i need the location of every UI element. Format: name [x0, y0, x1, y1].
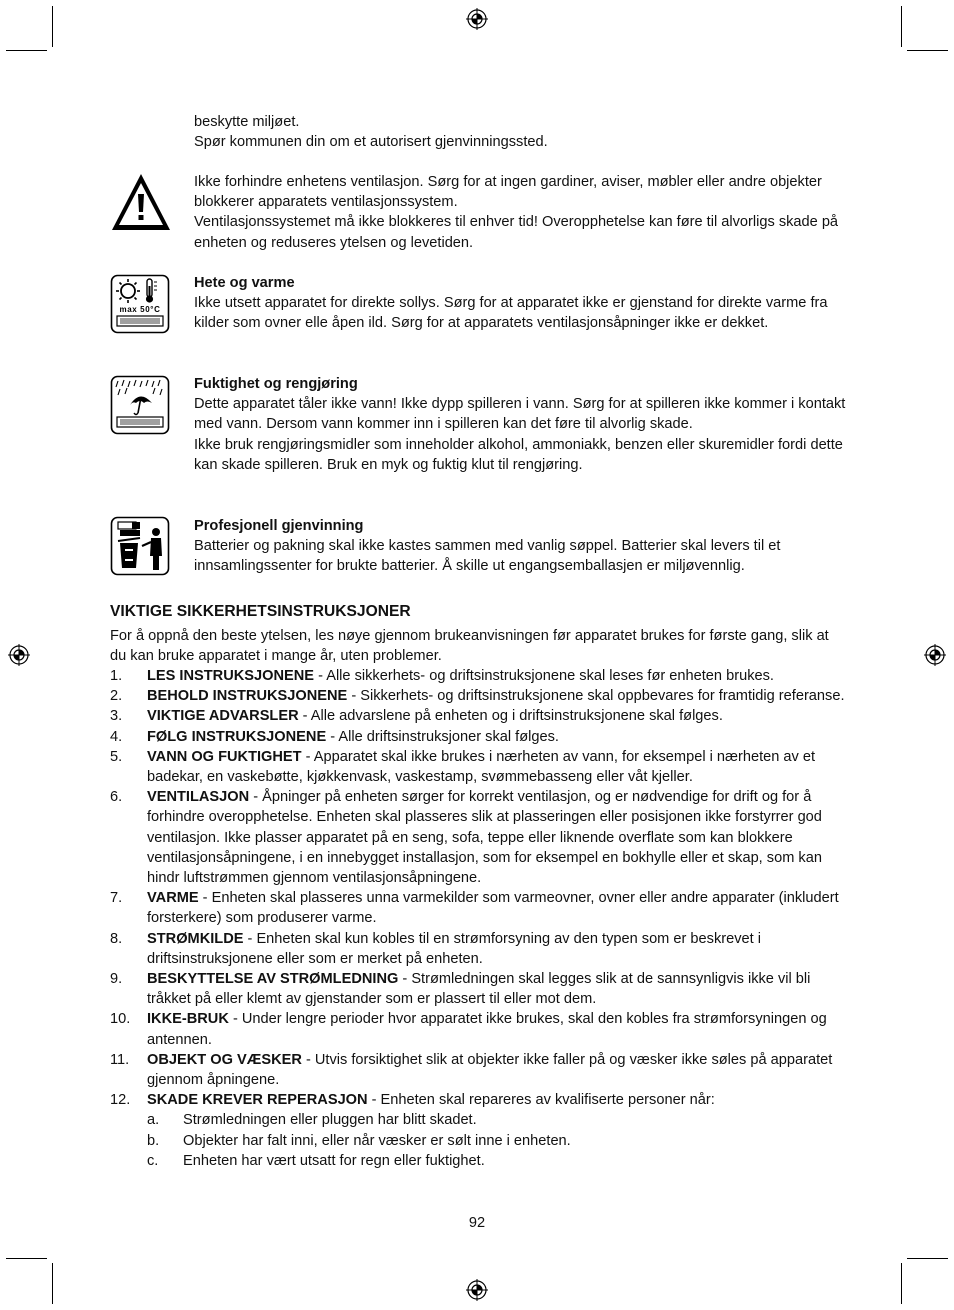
list-item-title: BEHOLD INSTRUKSJONENE [147, 688, 348, 705]
section-title: Hete og varme [194, 275, 295, 291]
crop-mark [52, 6, 53, 47]
list-item-text: - Under lengre perioder hvor apparatet ikke brukes, skal den kobles fra strømforsyningen og antennen. [147, 1011, 827, 1048]
registration-mark-icon [8, 644, 30, 666]
sub-list-letter: c. [147, 1152, 159, 1169]
list-number: 8. [110, 930, 123, 947]
list-number: 5. [110, 748, 123, 765]
sub-list-item [147, 1131, 845, 1151]
crop-mark [52, 1263, 53, 1304]
list-item-title: SKADE KREVER REPERASJON [147, 1092, 368, 1109]
page-number: 92 [468, 1215, 486, 1231]
list-number: 1. [110, 668, 123, 684]
heat-sun-thermometer-icon [110, 274, 170, 334]
section-title: Fuktighet og rengjøring [194, 376, 358, 392]
list-number: 10. [110, 1011, 131, 1028]
list-item-title: VIKTIGE ADVARSLER [147, 708, 299, 725]
sub-list-text: Enheten har vært utsatt for regn eller fuktighet. [183, 1152, 485, 1169]
list-number: 9. [110, 971, 123, 988]
list-number: 3. [110, 708, 123, 725]
list-item-text: - Åpninger på enheten sørger for korrekt ventilasjon, og er nødvendige for drift og for å forhindre overopphetelse. Enheten skal plasseres slik at plasseringen eller posisjonen ikke forstyrrer god ventilasjon. Ikke plasser apparatet på en seng, sofa, teppe eller liknende overflate som kan blokkere ventilasjonsåpningene, i en innebygget installasjon, som for eksempel en bokhylle eller et skap, som kan hindr luftstrømmen gjennom ventilasjonsåpningene. [147, 789, 822, 887]
list-item [110, 787, 845, 888]
crop-mark [6, 50, 47, 51]
list-item-text: - Alle sikkerhets- og driftsinstruksjonene skal leses før enheten brukes. [314, 668, 774, 684]
list-item-title: IKKE-BRUK [147, 1011, 229, 1028]
crop-mark [907, 50, 948, 51]
list-item [110, 686, 845, 706]
list-number: 7. [110, 890, 123, 907]
warning-triangle-icon [110, 172, 172, 232]
sub-list [110, 1110, 845, 1171]
list-item-title: BESKYTTELSE AV STRØMLEDNING [147, 971, 399, 988]
list-item-text: - Sikkerhets- og driftsinstruksjonene skal oppbevares for framtidig referanse. [347, 688, 845, 705]
list-item [110, 929, 845, 969]
list-item-text: - Strømledningen skal legges slik at de sannsynligvis ikke vil bli tråkket på eller klemt av gjenstander som er plassert til eller mot dem. [147, 971, 811, 1008]
crop-mark [901, 6, 902, 47]
list-item [110, 706, 845, 726]
safety-intro: For å oppnå den beste ytelsen, les nøye gjennom brukeanvisningen før apparatet brukes for første gang, slik at du kan bruke apparatet i mange år, uten problemer. [110, 628, 829, 665]
list-number: 12. [110, 1092, 131, 1109]
sub-list-text: Objekter har falt inni, eller når væsker er sølt inne i enheten. [183, 1132, 571, 1149]
sub-list-item [147, 1110, 845, 1130]
recycling-section [194, 516, 854, 577]
recycling-bin-person-icon [110, 516, 170, 576]
rain-umbrella-icon [110, 375, 170, 435]
registration-mark-icon [924, 644, 946, 666]
list-number: 2. [110, 688, 123, 705]
list-item [110, 1009, 845, 1049]
list-item [110, 747, 845, 787]
list-item-title: LES INSTRUKSJONENE [147, 668, 315, 684]
list-item-title: STRØMKILDE [147, 930, 244, 947]
list-item [110, 888, 845, 928]
text-line: Spør kommunen din om et autorisert gjenvinningssted. [194, 134, 548, 151]
heat-section [194, 273, 854, 334]
list-item-title: VARME [147, 890, 199, 907]
section-title: Profesjonell gjenvinning [194, 518, 364, 534]
list-item [110, 969, 845, 1009]
section-heading: VIKTIGE SIKKERHETSINSTRUKSJONER [110, 603, 411, 620]
list-number: 6. [110, 789, 123, 806]
moisture-text: Ikke bruk rengjøringsmidler som inneholder alkohol, ammoniakk, benzen eller skuremidler fordi dette kan skade spilleren. Bruk en myk og fuktig klut til rengjøring. [194, 436, 843, 473]
list-item-text: - Enheten skal plasseres unna varmekilder som varmeovner, ovner eller andre apparater (inkludert forsterkere) som produserer varme. [147, 890, 839, 927]
list-item [110, 666, 845, 686]
safety-instructions-list [110, 666, 845, 1171]
list-item-title: FØLG INSTRUKSJONENE [147, 728, 327, 745]
heat-text: Ikke utsett apparatet for direkte sollys. Sørg for at apparatet ikke er gjenstand for direkte varme fra kilder som ovner elle åpen ild. Sørg for at apparatets ventilasjonsåpninger ikke er dekket. [194, 295, 828, 332]
list-item-text: - Apparatet skal ikke brukes i nærheten av vann, for eksempel i nærheten av et badekar, en vaskebøtte, kjøkkenvask, vaskestamp, svømmebasseng eller våt kjeller. [147, 748, 816, 786]
recycling-text: Batterier og pakning skal ikke kastes sammen med vanlig søppel. Batterier skal levers til et innsamlingssenter for brukte batterier. Å skille ut engangsemballasjen er miljøvennlig. [194, 538, 781, 575]
list-item [110, 727, 845, 747]
list-item-text: - Alle advarslene på enheten og i driftsinstruksjonene skal følges. [298, 708, 723, 725]
sub-list-letter: a. [147, 1112, 160, 1129]
registration-mark-icon [466, 8, 488, 30]
list-number: 11. [110, 1051, 130, 1068]
icon-label: max 50°C [119, 305, 161, 314]
list-item-text: - Alle driftsinstruksjoner skal følges. [326, 728, 559, 745]
moisture-text: Dette apparatet tåler ikke vann! Ikke dypp spilleren i vann. Sørg for at spilleren ikke kommer i kontakt med vann. Dersom vann kommer inn i spilleren kan det føre til alvorlig skade. [194, 396, 846, 433]
list-item-title: VENTILASJON [147, 789, 250, 806]
ventilation-section [194, 172, 854, 253]
list-number: 4. [110, 728, 123, 745]
crop-mark [901, 1263, 902, 1304]
moisture-section [194, 374, 854, 475]
text-line: beskytte miljøet. [194, 114, 300, 130]
sub-list-item [147, 1151, 845, 1171]
sub-list-letter: b. [147, 1132, 160, 1149]
list-item-text: - Enheten skal repareres av kvalifiserte personer når: [367, 1092, 715, 1109]
list-item [110, 1090, 845, 1110]
registration-mark-icon [466, 1279, 488, 1301]
list-item [110, 1050, 845, 1090]
ventilation-text: Ventilasjonssystemet må ikke blokkeres til enhver tid! Overopphetelse kan føre til alvorligs skade på enheten og reduseres ytelsen og levetiden. [194, 214, 839, 251]
sub-list-text: Strømledningen eller pluggen har blitt skadet. [183, 1112, 477, 1129]
disposal-continuation [194, 112, 854, 152]
crop-mark [6, 1258, 47, 1259]
list-item-title: OBJEKT OG VÆSKER [147, 1051, 302, 1068]
ventilation-text: Ikke forhindre enhetens ventilasjon. Sørg for at ingen gardiner, aviser, møbler eller andre objekter blokkerer apparatets ventilasjonssystem. [194, 174, 822, 211]
list-item-text: - Utvis forsiktighet slik at objekter ikke faller på og væsker ikke søles på apparatet gjennom åpningene. [147, 1051, 833, 1089]
list-item-text: - Enheten skal kun kobles til en strømforsyning av den typen som er beskrevet i driftsinstruksjonene eller som er merket på enheten. [147, 930, 761, 967]
crop-mark [907, 1258, 948, 1259]
list-item-title: VANN OG FUKTIGHET [147, 748, 302, 765]
